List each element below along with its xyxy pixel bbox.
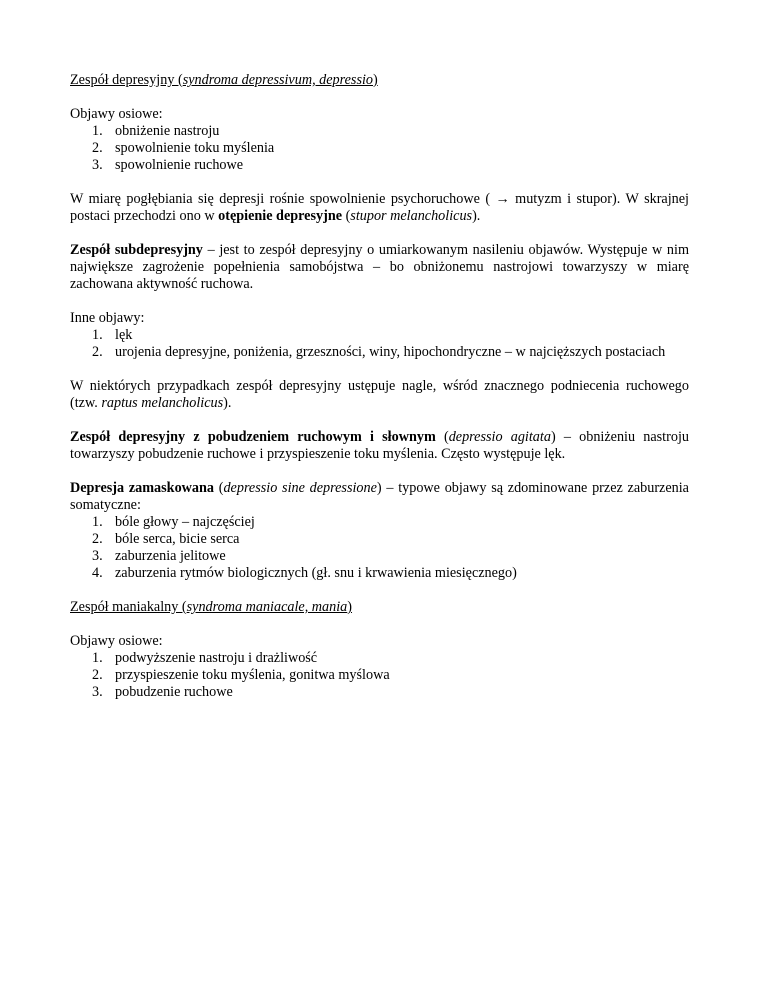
paragraph-deepening: W miarę pogłębiania się depresji rośnie spowolnienie psychoruchowe ( → mutyzm i stupor). W skrajnej postaci przechodzi ono w otępienie depresyjne (stupor melancholicus). — [70, 191, 689, 224]
somatic-symptoms-list — [70, 514, 689, 582]
list-item: 4. zaburzenia rytmów biologicznych (gł. snu i krwawienia miesięcznego) — [92, 565, 517, 581]
axial-symptoms-label: Objawy osiowe: — [70, 106, 163, 122]
list-item: 1. obniżenie nastroju — [92, 123, 220, 139]
list-item: 2. spowolnienie toku myślenia — [92, 140, 275, 156]
heading-latin: syndroma maniacale, mania — [186, 599, 348, 615]
other-symptoms-label: Inne objawy: — [70, 310, 145, 326]
manic-axial-symptoms-list — [70, 650, 689, 701]
heading-manic-syndrome — [70, 599, 689, 616]
bold-term: Zespół depresyjny z pobudzeniem ruchowym i słownym — [70, 429, 436, 445]
latin-term: raptus melancholicus — [101, 395, 224, 411]
list-item: 3. zaburzenia jelitowe — [92, 548, 226, 564]
paragraph-agitated: Zespół depresyjny z pobudzeniem ruchowym i słownym (depressio agitata) – obniżeniu nastroju towarzyszy pobudzenie ruchowe i przyspieszenie toku myślenia. Często występuje lęk. — [70, 429, 689, 462]
axial-symptoms-list — [70, 123, 689, 174]
latin-term: depressio agitata — [448, 429, 551, 445]
heading-depressive-syndrome — [70, 72, 689, 89]
bold-term: Zespół subdepresyjny — [70, 242, 203, 258]
latin-term: stupor melancholicus — [350, 208, 473, 224]
list-item: 3. spowolnienie ruchowe — [92, 157, 244, 173]
heading-paren: ) — [373, 72, 378, 88]
list-item: 1. lęk — [92, 327, 133, 343]
heading-text: Zespół depresyjny ( — [70, 72, 183, 88]
paragraph-raptus: W niektórych przypadkach zespół depresyjny ustępuje nagle, wśród znacznego podniecenia ruchowego (tzw. raptus melancholicus). — [70, 378, 689, 411]
heading-latin: syndroma depressivum, depressio — [182, 72, 374, 88]
list-item: 2. bóle serca, bicie serca — [92, 531, 240, 547]
heading-text: Zespół maniakalny ( — [70, 599, 187, 615]
paragraph-subdepressive: Zespół subdepresyjny – jest to zespół depresyjny o umiarkowanym nasileniu objawów. Występuje w nim największe zagrożenie popełnienia samobójstwa – bo obniżonemu nastrojowi towarzyszy w miarę zachowana aktywność ruchowa. — [70, 242, 689, 292]
paragraph-masked: Depresja zamaskowana (depressio sine depressione) – typowe objawy są zdominowane przez zaburzenia somatyczne: — [70, 480, 689, 513]
latin-term: depressio sine depressione — [223, 480, 377, 496]
list-item: 1. bóle głowy – najczęściej — [92, 514, 255, 530]
other-symptoms-list — [70, 327, 689, 361]
list-item: 2. urojenia depresyjne, poniżenia, grzeszności, winy, hipochondryczne – w najcięższych postaciach — [92, 344, 666, 360]
bold-term: otępienie depresyjne — [218, 208, 343, 224]
heading-paren: ) — [347, 599, 353, 615]
list-item: 3. pobudzenie ruchowe — [92, 684, 233, 700]
manic-axial-symptoms-label: Objawy osiowe: — [70, 633, 163, 649]
document-page — [70, 72, 689, 701]
list-item: 1. podwyższenie nastroju i drażliwość — [92, 650, 318, 666]
bold-term: Depresja zamaskowana — [70, 480, 214, 496]
list-item: 2. przyspieszenie toku myślenia, gonitwa myślowa — [92, 667, 390, 683]
